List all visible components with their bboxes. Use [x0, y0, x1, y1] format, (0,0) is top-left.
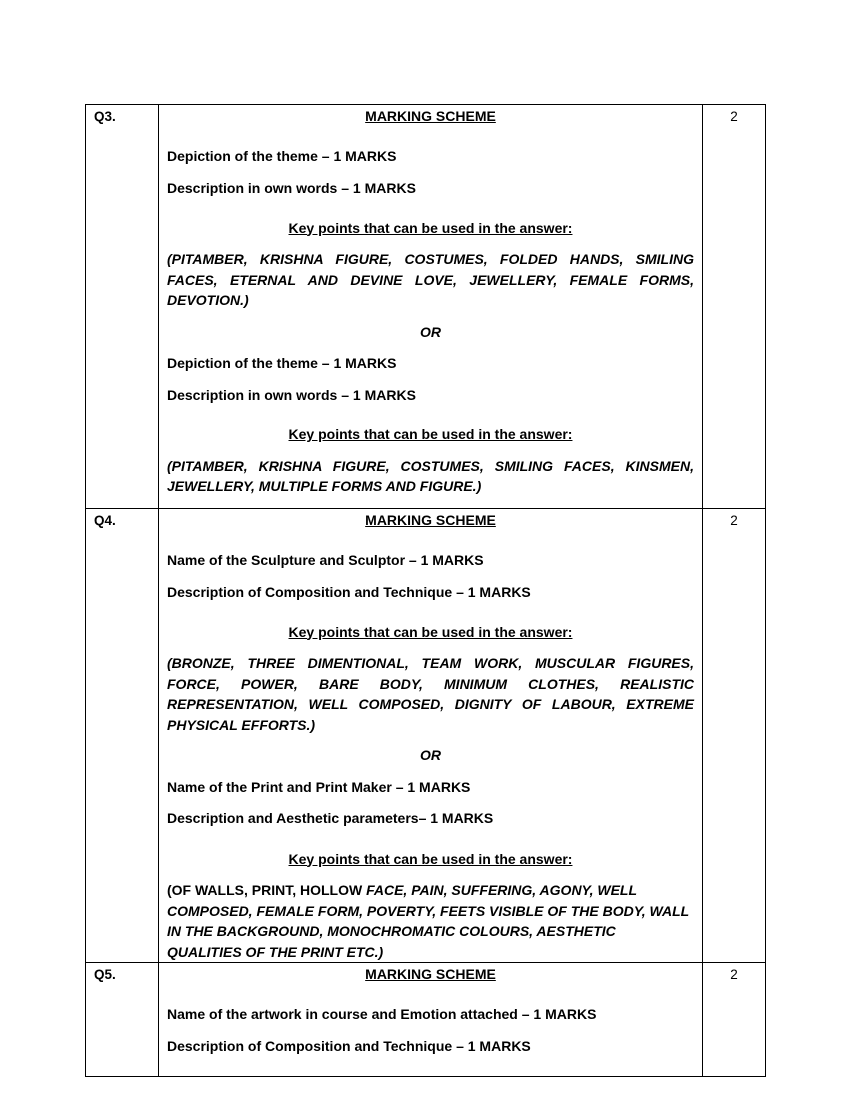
- marks-value: 2: [703, 509, 766, 963]
- answer-content: [159, 509, 703, 963]
- table-row: [86, 963, 766, 1077]
- criterion-line: Description and Aesthetic parameters– 1 MARKS: [167, 810, 494, 826]
- criterion-line: Description in own words – 1 MARKS: [167, 386, 416, 403]
- or-separator: OR: [420, 747, 441, 763]
- marks-value: 2: [703, 963, 766, 1077]
- criterion-line: Name of the artwork in course and Emotion attached – 1 MARKS: [167, 1005, 597, 1022]
- table-row: [86, 509, 766, 963]
- marking-scheme-heading: MARKING SCHEME: [365, 108, 496, 124]
- criterion-line: Depiction of the theme – 1 MARKS: [167, 147, 397, 164]
- marks-value: 2: [703, 105, 766, 509]
- key-points-heading: Key points that can be used in the answer:: [288, 219, 573, 236]
- or-separator: OR: [420, 323, 441, 340]
- criterion-line: Description of Composition and Technique – 1 MARKS: [167, 584, 531, 600]
- table-row: [86, 105, 766, 509]
- key-points-heading: Key points that can be used in the answer:: [288, 623, 573, 640]
- key-points-heading: Key points that can be used in the answer:: [288, 426, 573, 442]
- key-points-text: (BRONZE, THREE DIMENTIONAL, TEAM WORK, MUSCULAR FIGURES, FORCE, POWER, BARE BODY, MINIMUM CLOTHES, REALISTIC REPRESENTATION, WELL COMPOSED, DIGNITY OF LABOUR, EXTREME PHYSICAL EFFORTS.): [167, 655, 694, 733]
- criterion-line: Description in own words – 1 MARKS: [167, 180, 416, 196]
- key-points-heading: Key points that can be used in the answer:: [288, 850, 573, 867]
- marking-scheme-table: [85, 104, 766, 1077]
- criterion-line: Name of the Print and Print Maker – 1 MARKS: [167, 778, 471, 795]
- criterion-line: Name of the Sculpture and Sculptor – 1 MARKS: [167, 551, 484, 568]
- key-points-text: [167, 880, 694, 962]
- key-points-text-upright: (OF WALLS, PRINT, HOLLOW: [167, 882, 367, 898]
- question-number: Q3.: [86, 105, 159, 509]
- answer-content: [159, 105, 703, 509]
- question-number: Q5.: [86, 963, 159, 1077]
- criterion-line: Depiction of the theme – 1 MARKS: [167, 355, 397, 371]
- key-points-text: (PITAMBER, KRISHNA FIGURE, COSTUMES, SMILING FACES, KINSMEN, JEWELLERY, MULTIPLE FORMS AND FIGURE.): [167, 457, 694, 494]
- key-points-text-italic: FACE, PAIN, SUFFERING, AGONY, WELL COMPOSED, FEMALE FORM, POVERTY, FEETS VISIBLE OF THE BODY, WALL IN THE BACKGROUND, MONOCHROMATIC COLOURS, AESTHETIC QUALITIES OF THE PRINT ETC.): [167, 882, 689, 960]
- key-points-text: (PITAMBER, KRISHNA FIGURE, COSTUMES, FOLDED HANDS, SMILING FACES, ETERNAL AND DEVINE LOVE, JEWELLERY, FEMALE FORMS, DEVOTION.): [167, 251, 694, 308]
- marking-scheme-heading: MARKING SCHEME: [365, 966, 496, 982]
- marking-scheme-heading: MARKING SCHEME: [365, 512, 496, 528]
- answer-content: [159, 963, 703, 1077]
- criterion-line: Description of Composition and Technique – 1 MARKS: [167, 1038, 531, 1054]
- question-number: Q4.: [86, 509, 159, 963]
